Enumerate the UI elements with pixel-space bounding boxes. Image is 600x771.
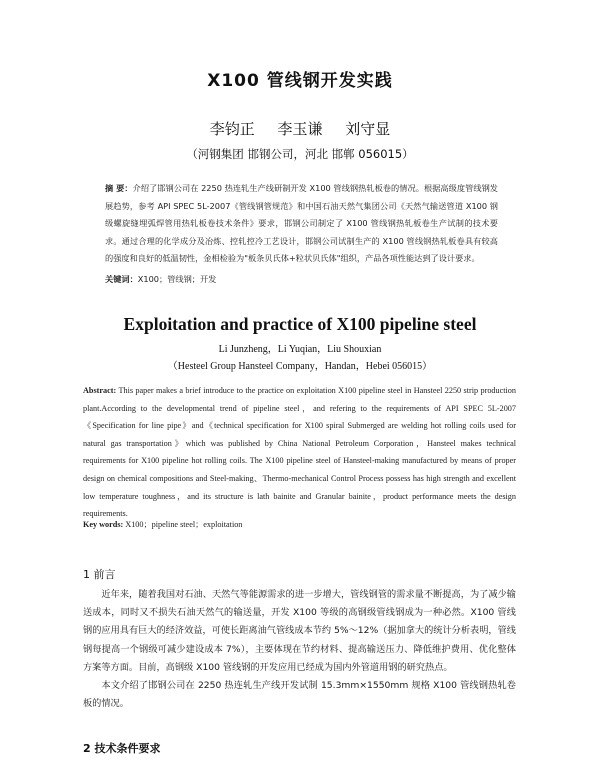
paragraph: 本文介绍了邯钢公司在 2250 热连轧生产线开发试制 15.3mm×1550mm 规格 X100 管线钢热轧卷板的情况。 — [83, 680, 516, 710]
section-heading-introduction: 1 前言 — [83, 568, 116, 581]
abstract-text-chinese: 介绍了邯钢公司在 2250 热连轧生产线研制开发 X100 管线钢热轧板卷的情况。根据高级度管线钢发展趋势，参考 API SPEC 5L-2007《管线钢管规范》和中国石油天然气集团公司《天然气输送管道 X100 钢级螺旋缝埋弧焊管用热轧板卷技术条件》要求，邯钢公司制定了 X100 管线钢热轧板卷生产试制的技术要求。通过合理的化学成分及冶炼、控轧控冷工艺设计，邯钢公司试制生产的 X100 管线钢热轧板卷具有较高的强度和良好的低温韧性，金相检验为"板条贝氏体+粒状贝氏体"组织，产品各项性能达到了设计要求。 — [105, 183, 498, 264]
keywords-label-english: Key words: — [83, 520, 124, 529]
abstract-label-english: Abstract: — [83, 386, 117, 395]
affiliation-chinese: （河钢集团 邯钢公司，河北 邯郸 056015） — [186, 147, 414, 161]
paragraph: 近年来，随着我国对石油、天然气等能源需求的进一步增大，管线钢管的需求量不断提高，为了减少输送成本，同时又不损失石油天然气的输送量，开发 X100 等级的高钢级管线钢成为一种必然。X100 管线钢的应用具有巨大的经济效益，可使长距离油气管线成本节约 5%～12%（据加拿大的统计分析表明，管线钢每提高一个钢级可减少建设成本 7%），主要体现在节约材料、提高输送压力、降低维护费用、优化整体方案等方面。目前，高钢级 X100 管线钢的开发应用已经成为国内外管道用钢的研究热点。 — [83, 589, 516, 673]
section-body-introduction — [83, 586, 516, 713]
keywords-text-chinese: X100；管线钢；开发 — [137, 274, 217, 284]
paper-title-english: Exploitation and practice of X100 pipeline steel — [123, 314, 477, 334]
authors-chinese: 李钧正 李玉谦 刘守显 — [209, 120, 391, 138]
paper-title-chinese: X100 管线钢开发实践 — [207, 71, 393, 91]
authors-english: Li Junzheng，Li Yuqian，Liu Shouxian — [218, 344, 382, 355]
abstract-label-chinese: 摘 要： — [105, 183, 133, 193]
section-heading-technical-requirements: 2 技术条件要求 — [83, 742, 161, 755]
affiliation-english: （Hesteel Group Hansteel Company，Handan，Hebei 056015） — [167, 361, 433, 372]
abstract-english — [83, 382, 516, 523]
keywords-english — [83, 519, 516, 530]
abstract-text-english: This paper makes a brief introduce to the practice on exploitation X100 pipeline steel in Hansteel 2250 strip production plant.According to the developmental trend of pipeline steel，and refering to the requirements of API SPEC 5L-2007《Specification for line pipe》and《technical specification for X100 spiral Submerged are welding hot rolling coils used for natural gas transportation》which was published by China National Petroleum Corporation，Hansteel makes technical requirements for X100 pipeline hot rolling coils. The X100 pipeline steel of Hansteel-making manufactured by means of proper design on chemical compositions and Steel-making、Thermo-mechanical Control Process possess has high strength and excellent low temperature toughness，and its structure is lath bainite and Granular bainite，product performance meets the design requirements. — [83, 386, 516, 519]
abstract-chinese — [105, 180, 498, 268]
keywords-chinese — [105, 274, 498, 285]
keywords-text-english: X100；pipeline steel；exploitation — [125, 520, 243, 529]
keywords-label-chinese: 关键词： — [105, 274, 138, 284]
